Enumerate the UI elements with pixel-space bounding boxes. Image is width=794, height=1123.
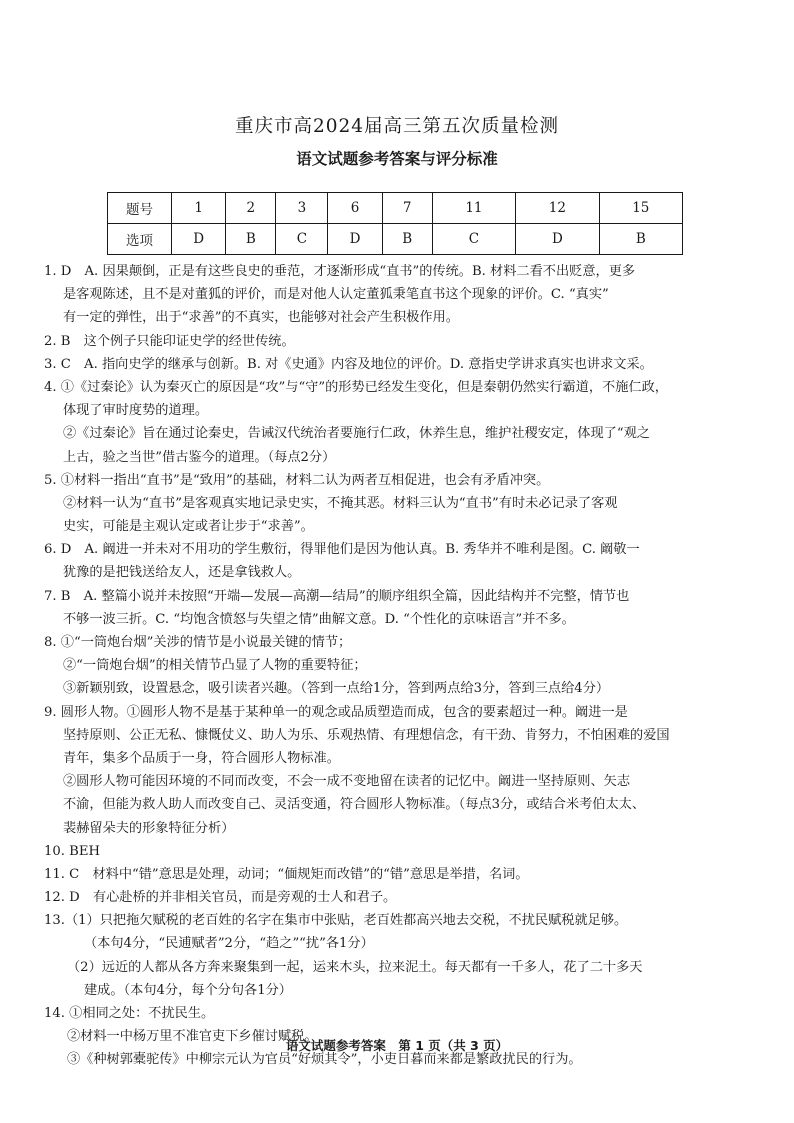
answer-line: 不够一波三折。C. “均饱含愤怒与失望之情”曲解文意。D. “个性化的京味语言”并不多。 — [63, 611, 575, 627]
answer-line: （本句4分，“民逋赋者”2分，“趋之”“扰”各1分） — [84, 936, 374, 952]
answer-option: C — [276, 224, 328, 255]
answer-line: 10. BEH — [44, 843, 100, 859]
answer-line: 4. ①《过秦论》认为秦灭亡的原因是“攻”与“守”的形势已经发生变化，但是秦朝仍然实行霸道，不施仁政， — [44, 379, 668, 395]
answer-line: 不渝，但能为救人助人而改变自己、灵活变通，符合圆形人物标准。（每点3分，或结合米考伯太太、 — [63, 797, 646, 813]
answer-option: B — [226, 224, 276, 255]
question-number: 7 — [382, 193, 432, 224]
answer-line: 青年，集多个品质于一身，符合圆形人物标准。 — [63, 750, 340, 766]
option-row-label: 选项 — [108, 224, 172, 255]
answer-line: 8. ①“一筒炮台烟”关涉的情节是小说最关键的情节； — [44, 635, 352, 650]
answer-line: 11. C 材料中“错”意思是处理，动词；“偭规矩而改错”的“错”意思是举措，名词。 — [44, 866, 529, 882]
question-number: 3 — [276, 193, 328, 224]
answer-line: ③新颖别致，设置悬念，吸引读者兴趣。（答到一点给1分，答到两点给3分，答到三点给4分） — [63, 681, 610, 697]
number-row-label: 题号 — [108, 193, 172, 224]
page-subtitle: 语文试题参考答案与评分标准 — [296, 150, 498, 168]
answer-option: D — [172, 224, 226, 255]
page-title: 重庆市高2024届高三第五次质量检测 — [234, 116, 560, 137]
question-number: 15 — [599, 193, 682, 224]
answer-line: 12. D 有心赴桥的并非相关官员，而是旁观的士人和君子。 — [44, 890, 397, 906]
answer-line: 犹豫的是把钱送给友人，还是拿钱救人。 — [63, 565, 301, 581]
answer-line: ③《种树郭橐驼传》中柳宗元认为官员“好烦其令”，小吏日暮而来都是繁政扰民的行为。 — [67, 1052, 582, 1068]
answer-line: 建成。（本句4分，每个分句各1分） — [84, 982, 292, 998]
answer-line: 1. D A. 因果颠倒，正是有这些良史的垂范，才逐渐形成“直书”的传统。B. 材料二看不出贬意，更多 — [44, 264, 636, 279]
answer-line: 3. C A. 指向史学的继承与创新。B. 对《史通》内容及地位的评价。D. 意指史学讲求真实也讲求文采。 — [44, 356, 653, 372]
question-number: 1 — [172, 193, 226, 224]
answer-explanations — [44, 260, 758, 1072]
answer-line: （2）远近的人都从各方奔来聚集到一起，运来木头，拉来泥土。每天都有一千多人，花了二十多天 — [67, 959, 643, 975]
answer-table-number-row — [108, 193, 683, 224]
question-number: 6 — [328, 193, 382, 224]
question-number: 12 — [516, 193, 599, 224]
answer-table-option-row — [108, 224, 683, 255]
answer-line: 9. 圆形人物。①圆形人物不是基于某种单一的观念或品质塑造而成，包含的要素超过一种。阚进一是 — [44, 704, 628, 720]
answer-line: 13.（1）只把拖欠赋税的老百姓的名字在集市中张贴，老百姓都高兴地去交税，不扰民赋税就足够。 — [44, 913, 628, 929]
answer-line: 裴赫留朵夫的形象特征分析） — [63, 820, 235, 836]
question-number: 11 — [432, 193, 515, 224]
answer-line: 是客观陈述，且不是对董狐的评价，而是对他人认定董狐秉笔直书这个现象的评价。C. “真实” — [63, 287, 609, 303]
answer-line: 坚持原则、公正无私、慷慨仗义、助人为乐、乐观热情、有理想信念，有干劲、肯努力，不怕困难的爱国 — [63, 727, 670, 743]
question-number: 2 — [226, 193, 276, 224]
answer-line: ②圆形人物可能因环境的不同而改变，不会一成不变地留在读者的记忆中。阚进一坚持原则、矢志 — [63, 774, 631, 790]
answer-line: ②《过秦论》旨在通过论秦史，告诫汉代统治者要施行仁政，休养生息，维护社稷安定，体现了“观之 — [63, 426, 650, 442]
answer-line: 上古，验之当世”借古鉴今的道理。（每点2分） — [63, 449, 336, 465]
answer-line: 2. B 这个例子只能印证史学的经世传统。 — [44, 333, 295, 349]
answer-line: ②材料一认为“直书”是客观真实地记录史实，不掩其恶。材料三认为“直书”有时未必记录了客观 — [63, 495, 618, 511]
answer-line: 史实，可能是主观认定或者让步于“求善”。 — [63, 519, 314, 535]
answer-option: B — [599, 224, 682, 255]
answer-line: ②材料一中杨万里不准官吏下乡催讨赋税。 — [67, 1029, 318, 1045]
answer-line: 5. ①材料一指出“直书”是“致用”的基础，材料二认为两者互相促进，也会有矛盾冲突。 — [44, 472, 550, 488]
page-footer: 语文试题参考答案 第 1 页（共 3 页） — [285, 1038, 509, 1053]
answer-line: 体现了审时度势的道理。 — [63, 403, 209, 419]
answer-line: 有一定的弹性，出于“求善”的不真实，也能够对社会产生积极作用。 — [63, 310, 459, 326]
answer-line: 6. D A. 阚进一并未对不用功的学生敷衍，得罪他们是因为他认真。B. 秀华并不唯利是图。C. 阚敬一 — [44, 542, 640, 558]
answer-line: 7. B A. 整篇小说并未按照“开端—发展—高潮—结局”的顺序组织全篇，因此结构并不完整，情节也 — [44, 588, 630, 604]
answer-line: ②“一筒炮台烟”的相关情节凸显了人物的重要特征； — [63, 658, 367, 674]
answer-option: C — [432, 224, 515, 255]
answer-table — [107, 192, 683, 255]
answer-option: B — [382, 224, 432, 255]
answer-option: D — [328, 224, 382, 255]
answer-line: 14. ①相同之处：不扰民生。 — [44, 1006, 215, 1021]
answer-option: D — [516, 224, 599, 255]
